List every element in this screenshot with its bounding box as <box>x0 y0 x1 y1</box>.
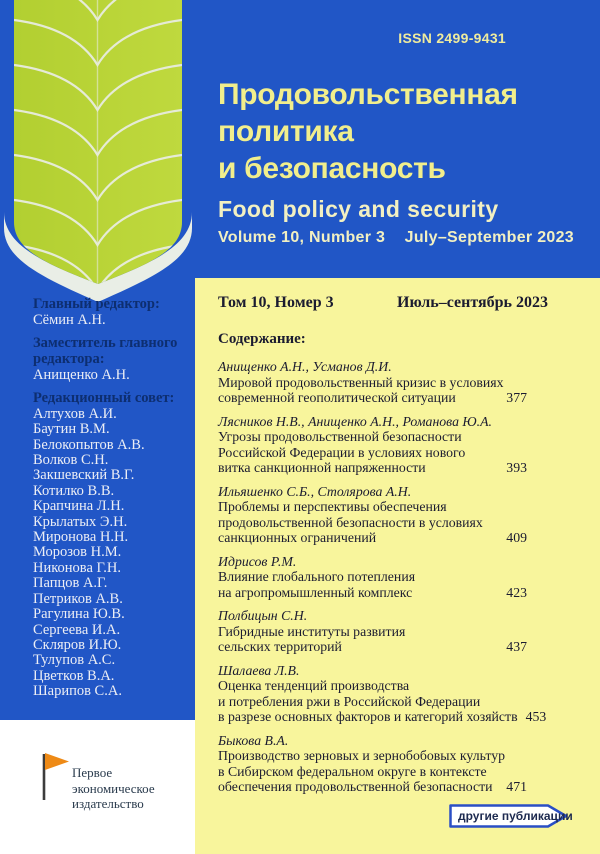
volume-en: Volume 10, Number 3 <box>218 229 386 246</box>
publisher-name <box>72 765 155 812</box>
journal-title-line: Продовольственная <box>218 78 518 111</box>
board-member-name: Крапчина Л.Н. <box>33 498 125 515</box>
publisher-name-line: Первое <box>72 765 113 780</box>
issn-number: ISSN 2499-9431 <box>398 30 506 46</box>
toc-entry-title-line: продовольственной безопасности в условиях <box>218 514 483 530</box>
board-member-name: Котилко В.В. <box>33 482 115 499</box>
toc-entry-title-line: Производство зерновых и зернобобовых культур <box>218 748 505 763</box>
issue-date-ru: Июль–сентябрь 2023 <box>397 294 548 311</box>
toc-entry-title-line: Оценка тенденций производства <box>218 678 410 693</box>
journal-title-en: Food policy and security <box>218 196 499 222</box>
toc-entry-title-line: Гибридные институты развития <box>218 623 406 639</box>
publisher-block <box>0 720 195 854</box>
board-member-name: Волков С.Н. <box>33 452 109 469</box>
publisher-name-line: издательство <box>72 796 144 811</box>
toc-entry-page-number: 437 <box>506 639 527 654</box>
more-publications-label: другие публикации <box>458 809 573 823</box>
volume-date-row-en <box>218 229 574 247</box>
journal-title-line: и безопасность <box>218 152 446 185</box>
toc-entry <box>218 484 527 546</box>
toc-entry-authors: Ильяшенко С.Б., Столярова А.Н. <box>218 483 412 499</box>
toc-entry-title-line: сельских территорий 437 <box>218 639 527 654</box>
toc-entry-page-number: 377 <box>506 390 527 405</box>
publisher-logo <box>40 752 155 812</box>
editorial-board-label: Редакционный совет: <box>33 390 175 407</box>
toc-entry-authors: Шалаева Л.В. <box>218 662 300 678</box>
volume-date-row-ru <box>218 294 548 312</box>
editorial-sidebar <box>33 296 193 700</box>
toc-entry-title-line: Мировой продовольственный кризис в условиях <box>218 374 504 390</box>
contents-panel <box>195 278 600 854</box>
board-member-name: Петриков А.В. <box>33 590 123 607</box>
toc-entry <box>218 608 527 655</box>
toc-entry-page-number: 423 <box>506 584 527 600</box>
board-member-name: Баутин В.М. <box>33 421 110 438</box>
board-member-name: Никонова Г.Н. <box>33 559 121 576</box>
toc-entry-title-line: Угрозы продовольственной безопасности <box>218 429 462 444</box>
toc-entry <box>218 414 527 476</box>
toc-entry-page-number: 393 <box>506 460 527 475</box>
toc-entry-title-line: в Сибирском федеральном округе в контексте <box>218 763 487 779</box>
board-member-name: Алтухов А.И. <box>33 405 117 422</box>
board-member-name: Белокопытов А.В. <box>33 436 145 453</box>
toc-entry-title-line: санкционных ограничений 409 <box>218 530 527 545</box>
board-member-name: Тулупов А.С. <box>33 652 116 669</box>
toc-entry-authors: Полбицын С.Н. <box>218 608 308 623</box>
toc-entry <box>218 662 547 725</box>
chief-editor-label: Главный редактор: <box>33 296 160 312</box>
board-member-name: Сергеева И.А. <box>33 621 121 638</box>
toc-entry-title-line: современной геополитической ситуации 377 <box>218 390 527 405</box>
toc-entry-title-line: обеспечения продовольственной безопасности 471 <box>218 779 527 794</box>
more-publications-button[interactable] <box>449 804 573 828</box>
toc-entry-page-number: 453 <box>525 709 547 724</box>
toc-entry-page-number: 409 <box>506 530 527 545</box>
volume-ru: Том 10, Номер 3 <box>218 294 334 311</box>
toc-entry-title-line: Российской Федерации в условиях нового <box>218 444 466 460</box>
board-member-name: Цветков В.А. <box>33 667 115 684</box>
toc-entry <box>218 733 527 795</box>
toc-entry-title-line: в разрезе основных факторов и категорий хозяйств 453 <box>218 709 547 724</box>
chief-editor-name: Сёмин А.Н. <box>33 311 106 328</box>
board-member-name: Закшевский В.Г. <box>33 467 135 484</box>
toc-entry-authors: Быкова В.А. <box>218 732 289 748</box>
toc-entry <box>218 554 527 601</box>
toc-entry-title-line: на агропромышленный комплекс 423 <box>218 584 527 600</box>
board-member-name: Папцов А.Г. <box>33 575 108 592</box>
toc-entry-page-number: 471 <box>506 779 527 794</box>
toc-entry-title-line: Проблемы и перспективы обеспечения <box>218 499 447 514</box>
deputy-editor-label: Заместитель главного редактора: <box>33 334 178 368</box>
deputy-editor-name: Анищенко А.Н. <box>33 366 130 383</box>
toc-entry-authors: Лясников Н.В., Анищенко А.Н., Романова Ю.А. <box>218 413 492 429</box>
contents-label: Содержание: <box>218 331 306 347</box>
toc-entry-title-line: и потребления ржи в Российской Федерации <box>218 693 481 709</box>
toc-entry-authors: Идрисов Р.М. <box>218 553 297 569</box>
board-member-name: Морозов Н.М. <box>33 544 122 561</box>
flag-icon <box>40 752 70 802</box>
toc-entry-title-line: Влияние глобального потепления <box>218 569 416 584</box>
toc-entry-authors: Анищенко А.Н., Усманов Д.И. <box>218 359 392 374</box>
leaf-book-emblem-icon <box>0 0 195 330</box>
toc-entry-title-line: витка санкционной напряженности 393 <box>218 460 527 475</box>
board-member-name: Скляров И.Ю. <box>33 636 122 653</box>
board-member-name: Рагулина Ю.В. <box>33 606 125 623</box>
issue-date-en: July–September 2023 <box>404 229 574 246</box>
board-member-name: Крылатых Э.Н. <box>33 513 128 530</box>
toc-entries <box>218 359 547 795</box>
publisher-name-line: экономическое <box>72 780 155 796</box>
journal-title-line: политика <box>218 115 354 148</box>
journal-title-ru <box>218 76 518 187</box>
board-member-name: Миронова Н.Н. <box>33 529 129 546</box>
board-list <box>33 407 193 700</box>
board-member-name: Шарипов С.А. <box>33 683 122 700</box>
toc-entry <box>218 359 527 406</box>
